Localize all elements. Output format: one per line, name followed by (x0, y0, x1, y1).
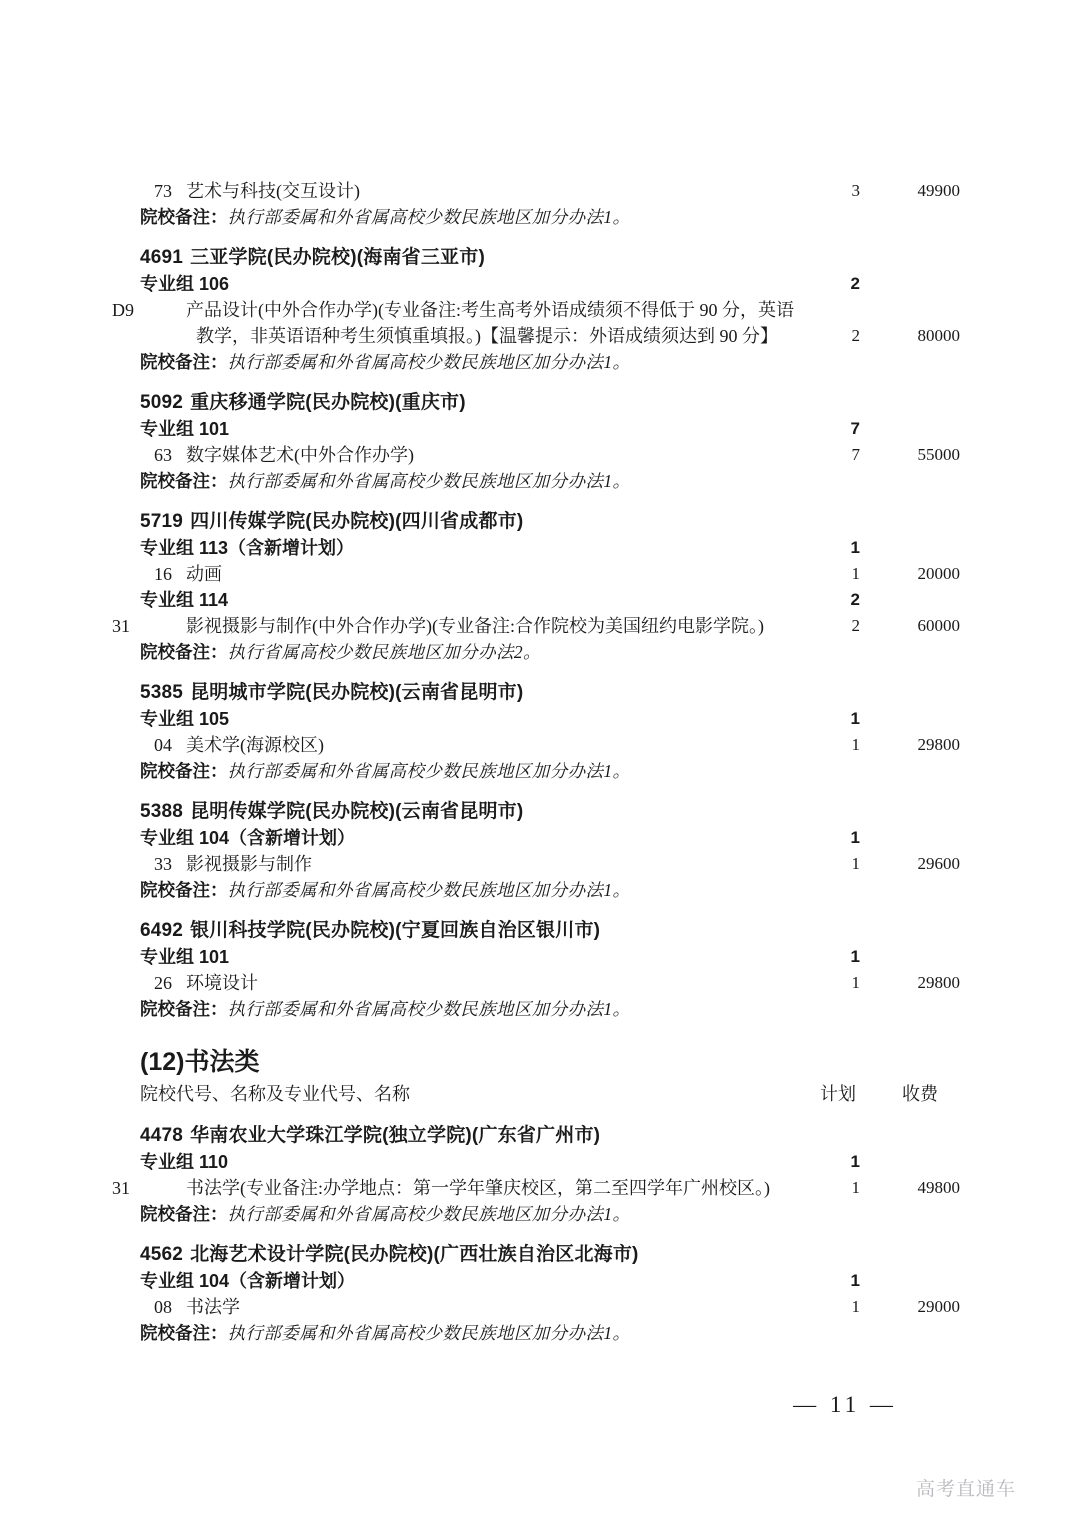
school-block (140, 799, 960, 904)
plan-value: 1 (851, 735, 860, 754)
school-block (140, 918, 960, 1023)
school-text (140, 245, 960, 271)
major-code: 33 (154, 854, 172, 874)
plan-value: 2 (851, 326, 860, 345)
column-header-fee: 收费 (902, 1084, 938, 1104)
school-note-body: 执行部委属和外省属高校少数民族地区加分办法1。 (227, 1323, 631, 1343)
school-note-row (140, 468, 960, 495)
school-code: 5385 (140, 682, 184, 703)
fee-value: 55000 (917, 445, 960, 464)
school-block (112, 1123, 960, 1228)
major-code: D9 (112, 300, 134, 320)
plan-value: 1 (850, 1271, 860, 1290)
major-group-label: 专业组 113（含新增计划） (140, 538, 355, 558)
school-note-body: 执行部委属和外省属高校少数民族地区加分办法1。 (227, 880, 631, 900)
school-code: 5092 (140, 392, 184, 413)
plan-value: 1 (851, 564, 860, 583)
fee-value: 29800 (917, 735, 960, 754)
school-note-row (140, 1201, 960, 1228)
column-header-plan: 计划 (820, 1084, 856, 1104)
school-row (140, 918, 960, 944)
fee-value: 29600 (917, 854, 960, 873)
plan-value: 1 (850, 1152, 860, 1171)
school-text (140, 390, 960, 416)
school-row (140, 1242, 960, 1268)
school-note-row (140, 204, 960, 231)
school-note-body: 执行部委属和外省属高校少数民族地区加分办法1。 (227, 761, 631, 781)
school-code: 5719 (140, 511, 184, 532)
major-group-row (140, 416, 960, 442)
major-code: 31 (112, 1178, 130, 1198)
plan-value: 7 (851, 445, 860, 464)
plan-value: 7 (850, 419, 860, 438)
major-group-label: 专业组 105 (140, 709, 230, 729)
plan-value: 2 (850, 590, 860, 609)
school-note-label: 院校备注： (140, 352, 228, 372)
major-name: 影视摄影与制作 (186, 854, 312, 874)
major-name: 书法学 (186, 1297, 240, 1317)
school-row (140, 245, 960, 271)
column-header-row (140, 1079, 960, 1109)
school-note-row (140, 639, 960, 666)
school-note-text (140, 204, 960, 231)
school-note-label: 院校备注： (140, 880, 228, 900)
major-code: 26 (154, 973, 172, 993)
school-name: 四川传媒学院(民办院校)(四川省成都市) (190, 511, 524, 532)
school-note-row (140, 996, 960, 1023)
school-note-row (140, 877, 960, 904)
school-row (140, 799, 960, 825)
major-name: 美术学(海源校区) (186, 735, 324, 755)
plan-value: 1 (851, 1297, 860, 1316)
school-code: 4478 (140, 1125, 184, 1146)
major-group-label: 专业组 106 (140, 274, 230, 294)
school-note-label: 院校备注： (140, 999, 228, 1019)
school-row (140, 509, 960, 535)
school-note-label: 院校备注： (140, 471, 228, 491)
major-row (140, 561, 960, 587)
school-note-text (140, 349, 960, 376)
school-code: 4562 (140, 1244, 184, 1265)
school-name: 华南农业大学珠江学院(独立学院)(广东省广州市) (190, 1125, 601, 1146)
plan-value: 1 (850, 709, 860, 728)
school-row (140, 1123, 960, 1149)
fee-value: 29000 (917, 1297, 960, 1316)
plan-value: 2 (851, 616, 860, 635)
major-group-label: 专业组 101 (140, 947, 230, 967)
school-block (112, 509, 960, 666)
major-group-row (140, 825, 960, 851)
major-code: 63 (154, 445, 172, 465)
school-code: 4691 (140, 247, 184, 268)
major-name: 影视摄影与制作(中外合作办学)(专业备注:合作院校为美国纽约电影学院。) (186, 616, 764, 636)
school-text (140, 918, 960, 944)
major-name: 书法学(专业备注:办学地点：第一学年肇庆校区，第二至四学年广州校区。) (186, 1178, 770, 1198)
school-code: 6492 (140, 920, 184, 941)
major-code: 04 (154, 735, 172, 755)
major-code: 73 (154, 181, 172, 201)
fee-value: 49800 (917, 1178, 960, 1197)
major-group-label: 专业组 101 (140, 419, 230, 439)
major-row (140, 442, 960, 468)
major-name: 环境设计 (186, 973, 258, 993)
major-name: 产品设计(中外合作办学)(专业备注:考生高考外语成绩须不得低于 90 分，英语教学，非英语语种考生须慎重填报。)【温馨提示：外语成绩须达到 90 分】 (186, 300, 794, 346)
school-note-row (140, 1320, 960, 1347)
school-text (140, 799, 960, 825)
major-group-row (140, 1149, 960, 1175)
major-group-row (140, 706, 960, 732)
watermark: 高考直通车 (916, 1479, 1017, 1500)
column-header-name: 院校代号、名称及专业代号、名称 (140, 1084, 410, 1104)
fee-value: 29800 (917, 973, 960, 992)
school-note-body: 执行部委属和外省属高校少数民族地区加分办法1。 (227, 207, 631, 227)
school-note-text (140, 877, 960, 904)
plan-value: 2 (850, 274, 860, 293)
major-row (140, 178, 960, 204)
school-note-text (140, 468, 960, 495)
school-note-body: 执行部委属和外省属高校少数民族地区加分办法1。 (227, 471, 631, 491)
major-code: 31 (112, 616, 130, 636)
school-name: 北海艺术设计学院(民办院校)(广西壮族自治区北海市) (190, 1244, 639, 1265)
school-note-text (140, 996, 960, 1023)
major-code: 16 (154, 564, 172, 584)
school-text (140, 1123, 960, 1149)
school-note-row (140, 758, 960, 785)
major-row (140, 732, 960, 758)
school-note-row (140, 349, 960, 376)
school-name: 昆明传媒学院(民办院校)(云南省昆明市) (190, 801, 524, 822)
major-group-row (140, 535, 960, 561)
school-row (140, 680, 960, 706)
major-group-row (140, 944, 960, 970)
plan-value: 1 (851, 973, 860, 992)
major-group-label: 专业组 110 (140, 1152, 229, 1172)
plan-value: 1 (851, 1178, 860, 1197)
plan-listing (112, 178, 960, 1347)
major-name: 艺术与科技(交互设计) (186, 181, 360, 201)
school-note-label: 院校备注： (140, 1204, 228, 1224)
school-note-body: 执行部委属和外省属高校少数民族地区加分办法1。 (227, 999, 631, 1019)
school-note-label: 院校备注： (140, 1323, 228, 1343)
school-name: 重庆移通学院(民办院校)(重庆市) (190, 392, 466, 413)
plan-value: 1 (850, 828, 860, 847)
school-note-body: 执行部委属和外省属高校少数民族地区加分办法1。 (227, 352, 631, 372)
major-group-row (140, 1268, 960, 1294)
plan-value: 3 (851, 181, 860, 200)
major-row (140, 1294, 960, 1320)
plan-value: 1 (851, 854, 860, 873)
fee-value: 60000 (917, 616, 960, 635)
major-row (140, 851, 960, 877)
school-row (140, 390, 960, 416)
school-note-label: 院校备注： (140, 761, 228, 781)
major-group-label: 专业组 114 (140, 590, 229, 610)
major-code: 08 (154, 1297, 172, 1317)
fee-value: 20000 (917, 564, 960, 583)
major-group-label: 专业组 104（含新增计划） (140, 1271, 356, 1291)
major-group-label: 专业组 104（含新增计划） (140, 828, 356, 848)
school-text (140, 680, 960, 706)
page-number: — 11 — (793, 1392, 897, 1417)
major-name: 动画 (186, 564, 222, 584)
school-text (140, 509, 960, 535)
school-block (140, 390, 960, 495)
school-note-label: 院校备注： (140, 642, 228, 662)
major-name: 数字媒体艺术(中外合作办学) (186, 445, 414, 465)
school-note-label: 院校备注： (140, 207, 228, 227)
school-note-body: 执行部委属和外省属高校少数民族地区加分办法1。 (227, 1204, 631, 1224)
major-group-row (140, 587, 960, 613)
fee-value: 49900 (917, 181, 960, 200)
school-name: 昆明城市学院(民办院校)(云南省昆明市) (190, 682, 524, 703)
major-group-row (140, 271, 960, 297)
school-text (140, 1242, 960, 1268)
school-note-text (140, 639, 960, 666)
major-row (112, 297, 960, 349)
plan-value: 1 (850, 947, 860, 966)
fee-value: 80000 (917, 326, 960, 345)
major-row (112, 1175, 960, 1201)
school-block (140, 178, 960, 231)
school-note-text (140, 758, 960, 785)
school-note-body: 执行省属高校少数民族地区加分办法2。 (227, 642, 541, 662)
school-name: 银川科技学院(民办院校)(宁夏回族自治区银川市) (190, 920, 601, 941)
school-block (140, 1242, 960, 1347)
school-code: 5388 (140, 801, 184, 822)
major-row (112, 613, 960, 639)
school-note-text (140, 1201, 960, 1228)
school-block (112, 245, 960, 376)
school-block (140, 680, 960, 785)
major-row (140, 970, 960, 996)
category-heading: (12)书法类 (140, 1048, 260, 1076)
school-name: 三亚学院(民办院校)(海南省三亚市) (190, 247, 485, 268)
school-note-text (140, 1320, 960, 1347)
plan-value: 1 (850, 538, 860, 557)
